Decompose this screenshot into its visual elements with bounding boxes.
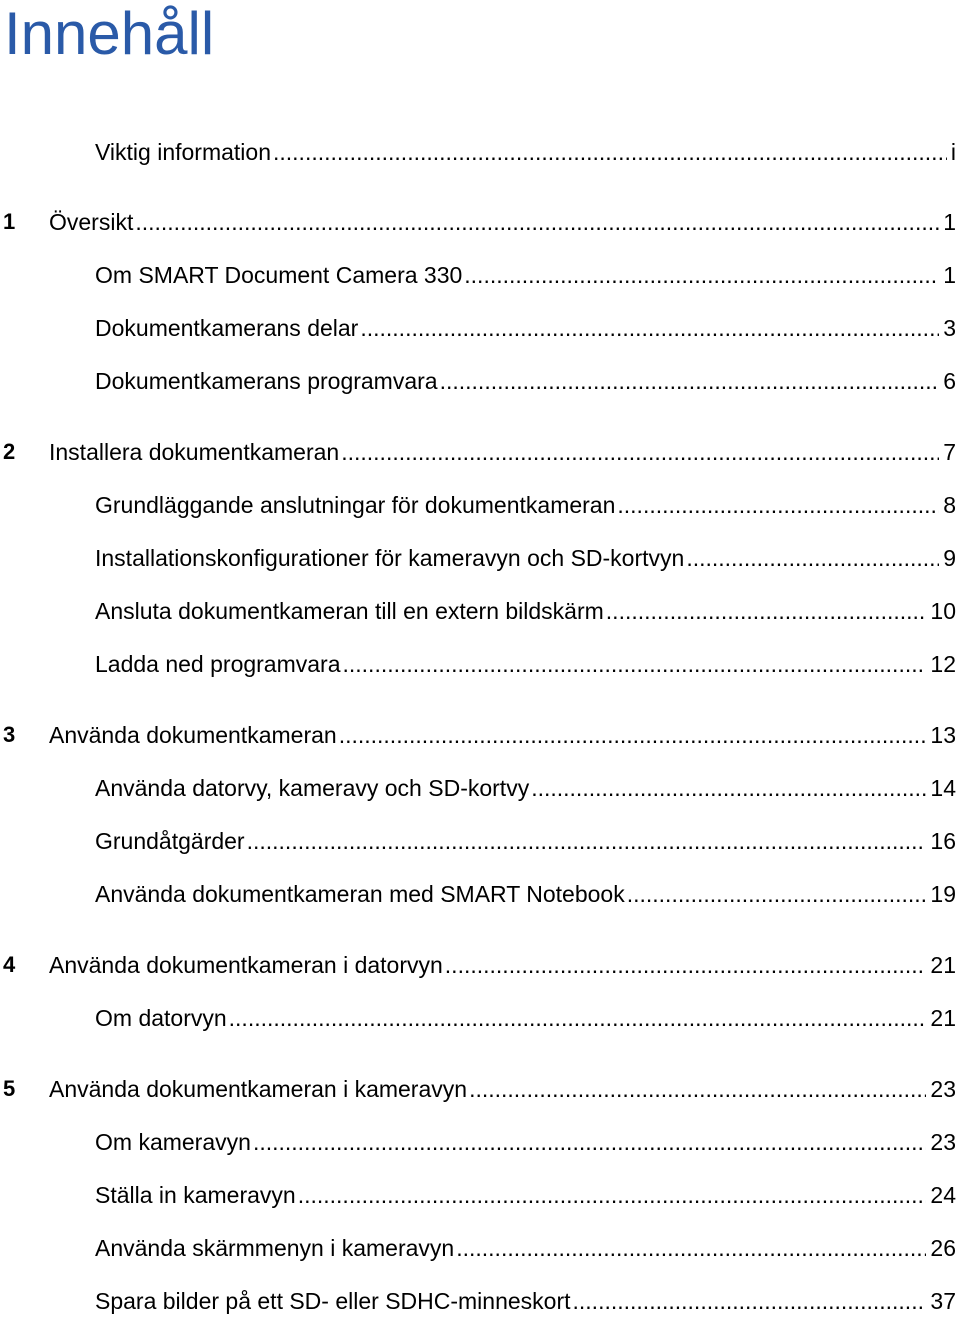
toc-entry-title: Översikt bbox=[49, 209, 134, 235]
toc-page-number: 3 bbox=[943, 315, 956, 341]
toc-section-entry[interactable] bbox=[0, 878, 960, 910]
toc-dot-leader bbox=[531, 772, 926, 804]
toc-dot-leader bbox=[469, 1073, 926, 1105]
toc-entry-title: Grundåtgärder bbox=[95, 828, 245, 854]
toc-entry-line bbox=[95, 365, 956, 397]
toc-chapter-number: 3 bbox=[3, 722, 16, 747]
toc-section-entry[interactable] bbox=[0, 825, 960, 857]
toc-entry-title: Använda dokumentkameran i kameravyn bbox=[49, 1076, 468, 1102]
toc-section-entry[interactable] bbox=[0, 595, 960, 627]
toc-entry-line bbox=[95, 542, 956, 574]
toc-entry-title: Använda datorvy, kameravy och SD-kortvy bbox=[95, 775, 530, 801]
toc-entry-title: Viktig information bbox=[95, 139, 271, 165]
toc-entry-title: Ställa in kameravyn bbox=[95, 1182, 296, 1208]
toc-page-number: 14 bbox=[930, 775, 956, 801]
toc-dot-leader bbox=[253, 1126, 926, 1158]
toc-page-number: 23 bbox=[930, 1129, 956, 1155]
toc-page-number: 19 bbox=[930, 881, 956, 907]
toc-entry-title: Spara bilder på ett SD- eller SDHC-minneskort bbox=[95, 1288, 571, 1314]
toc-dot-leader bbox=[360, 312, 939, 344]
toc-entry-line bbox=[95, 825, 956, 857]
toc-entry-line bbox=[95, 772, 956, 804]
toc-dot-leader bbox=[440, 365, 940, 397]
toc-page-number: 21 bbox=[930, 1005, 956, 1031]
toc-section-entry[interactable] bbox=[0, 489, 960, 521]
toc-entry-line bbox=[49, 206, 956, 238]
toc-entry-title: Om SMART Document Camera 330 bbox=[95, 262, 463, 288]
toc-entry-title: Dokumentkamerans delar bbox=[95, 315, 359, 341]
toc-dot-leader bbox=[573, 1285, 927, 1317]
toc-chapter-entry[interactable] bbox=[0, 436, 960, 468]
toc-dot-leader bbox=[627, 878, 927, 910]
toc-entry-title: Använda skärmmenyn i kameravyn bbox=[95, 1235, 455, 1261]
toc-section-entry[interactable] bbox=[0, 542, 960, 574]
toc-entry-line bbox=[95, 1126, 956, 1158]
toc-page-number: 21 bbox=[930, 952, 956, 978]
toc-entry-title: Installera dokumentkameran bbox=[49, 439, 340, 465]
toc-entry-line bbox=[95, 136, 956, 168]
toc-entry-title: Ladda ned programvara bbox=[95, 651, 341, 677]
toc-section-entry[interactable] bbox=[0, 1285, 960, 1317]
toc-chapter-entry[interactable] bbox=[0, 719, 960, 751]
toc-dot-leader bbox=[339, 719, 927, 751]
toc-page-number: 37 bbox=[930, 1288, 956, 1314]
toc-dot-leader bbox=[298, 1179, 927, 1211]
toc-entry-title: Om kameravyn bbox=[95, 1129, 251, 1155]
toc-page-number: 1 bbox=[943, 262, 956, 288]
toc-entry-title: Om datorvyn bbox=[95, 1005, 227, 1031]
toc-chapter-entry[interactable] bbox=[0, 949, 960, 981]
toc-entry-line bbox=[95, 1002, 956, 1034]
toc-chapter-number: 4 bbox=[3, 952, 16, 977]
toc-chapter-number: 5 bbox=[3, 1076, 16, 1101]
toc-chapter-number: 2 bbox=[3, 439, 16, 464]
toc-page-number: 10 bbox=[930, 598, 956, 624]
toc-entry-line bbox=[95, 648, 956, 680]
toc-page-number: 26 bbox=[930, 1235, 956, 1261]
toc-entry-line bbox=[95, 1285, 956, 1317]
toc-page-number: 9 bbox=[943, 545, 956, 571]
toc-page-number: 8 bbox=[943, 492, 956, 518]
toc-entry-line bbox=[95, 312, 956, 344]
toc-page-number: 12 bbox=[930, 651, 956, 677]
toc-entry-line bbox=[49, 719, 956, 751]
toc-dot-leader bbox=[686, 542, 939, 574]
toc-section-entry[interactable] bbox=[0, 1002, 960, 1034]
toc-page-number: 1 bbox=[943, 209, 956, 235]
toc-page-number: 16 bbox=[930, 828, 956, 854]
toc-entry-line bbox=[95, 878, 956, 910]
toc-section-entry[interactable] bbox=[0, 648, 960, 680]
toc-section-entry[interactable] bbox=[0, 136, 960, 168]
toc-page-number: 6 bbox=[943, 368, 956, 394]
toc-entry-title: Använda dokumentkameran med SMART Notebook bbox=[95, 881, 625, 907]
toc-dot-leader bbox=[445, 949, 927, 981]
page-title: Innehåll bbox=[4, 0, 215, 67]
toc-entry-title: Grundläggande anslutningar för dokumentkameran bbox=[95, 492, 616, 518]
toc-entry-line bbox=[49, 949, 956, 981]
toc-dot-leader bbox=[464, 259, 939, 291]
toc-entry-line bbox=[95, 1179, 956, 1211]
toc-dot-leader bbox=[341, 436, 939, 468]
toc-dot-leader bbox=[135, 206, 939, 238]
toc-dot-leader bbox=[229, 1002, 927, 1034]
toc-page-number: 23 bbox=[930, 1076, 956, 1102]
toc-section-entry[interactable] bbox=[0, 772, 960, 804]
toc-entry-title: Installationskonfigurationer för kameravyn och SD-kortvyn bbox=[95, 545, 685, 571]
toc-dot-leader bbox=[606, 595, 927, 627]
toc-entry-title: Dokumentkamerans programvara bbox=[95, 368, 438, 394]
toc-entry-title: Ansluta dokumentkameran till en extern bildskärm bbox=[95, 598, 604, 624]
toc-dot-leader bbox=[343, 648, 927, 680]
toc-dot-leader bbox=[617, 489, 939, 521]
toc-chapter-entry[interactable] bbox=[0, 206, 960, 238]
toc-dot-leader bbox=[456, 1232, 926, 1264]
toc-section-entry[interactable] bbox=[0, 312, 960, 344]
toc-entry-line bbox=[95, 1232, 956, 1264]
toc-chapter-entry[interactable] bbox=[0, 1073, 960, 1105]
toc-entry-title: Använda dokumentkameran bbox=[49, 722, 337, 748]
toc-chapter-number: 1 bbox=[3, 209, 16, 234]
toc-page-number: 24 bbox=[930, 1182, 956, 1208]
toc-page-number: 13 bbox=[930, 722, 956, 748]
toc-section-entry[interactable] bbox=[0, 1232, 960, 1264]
toc-entry-title: Använda dokumentkameran i datorvyn bbox=[49, 952, 443, 978]
toc-section-entry[interactable] bbox=[0, 1179, 960, 1211]
toc-entry-line bbox=[95, 489, 956, 521]
toc-page-number: i bbox=[950, 139, 956, 165]
toc-entry-line bbox=[95, 595, 956, 627]
toc-section-entry[interactable] bbox=[0, 259, 960, 291]
toc-dot-leader bbox=[273, 136, 947, 168]
toc-entry-line bbox=[49, 1073, 956, 1105]
toc-entry-line bbox=[49, 436, 956, 468]
toc-entry-line bbox=[95, 259, 956, 291]
toc-dot-leader bbox=[247, 825, 927, 857]
toc-page-number: 7 bbox=[943, 439, 956, 465]
toc-section-entry[interactable] bbox=[0, 1126, 960, 1158]
toc-section-entry[interactable] bbox=[0, 365, 960, 397]
